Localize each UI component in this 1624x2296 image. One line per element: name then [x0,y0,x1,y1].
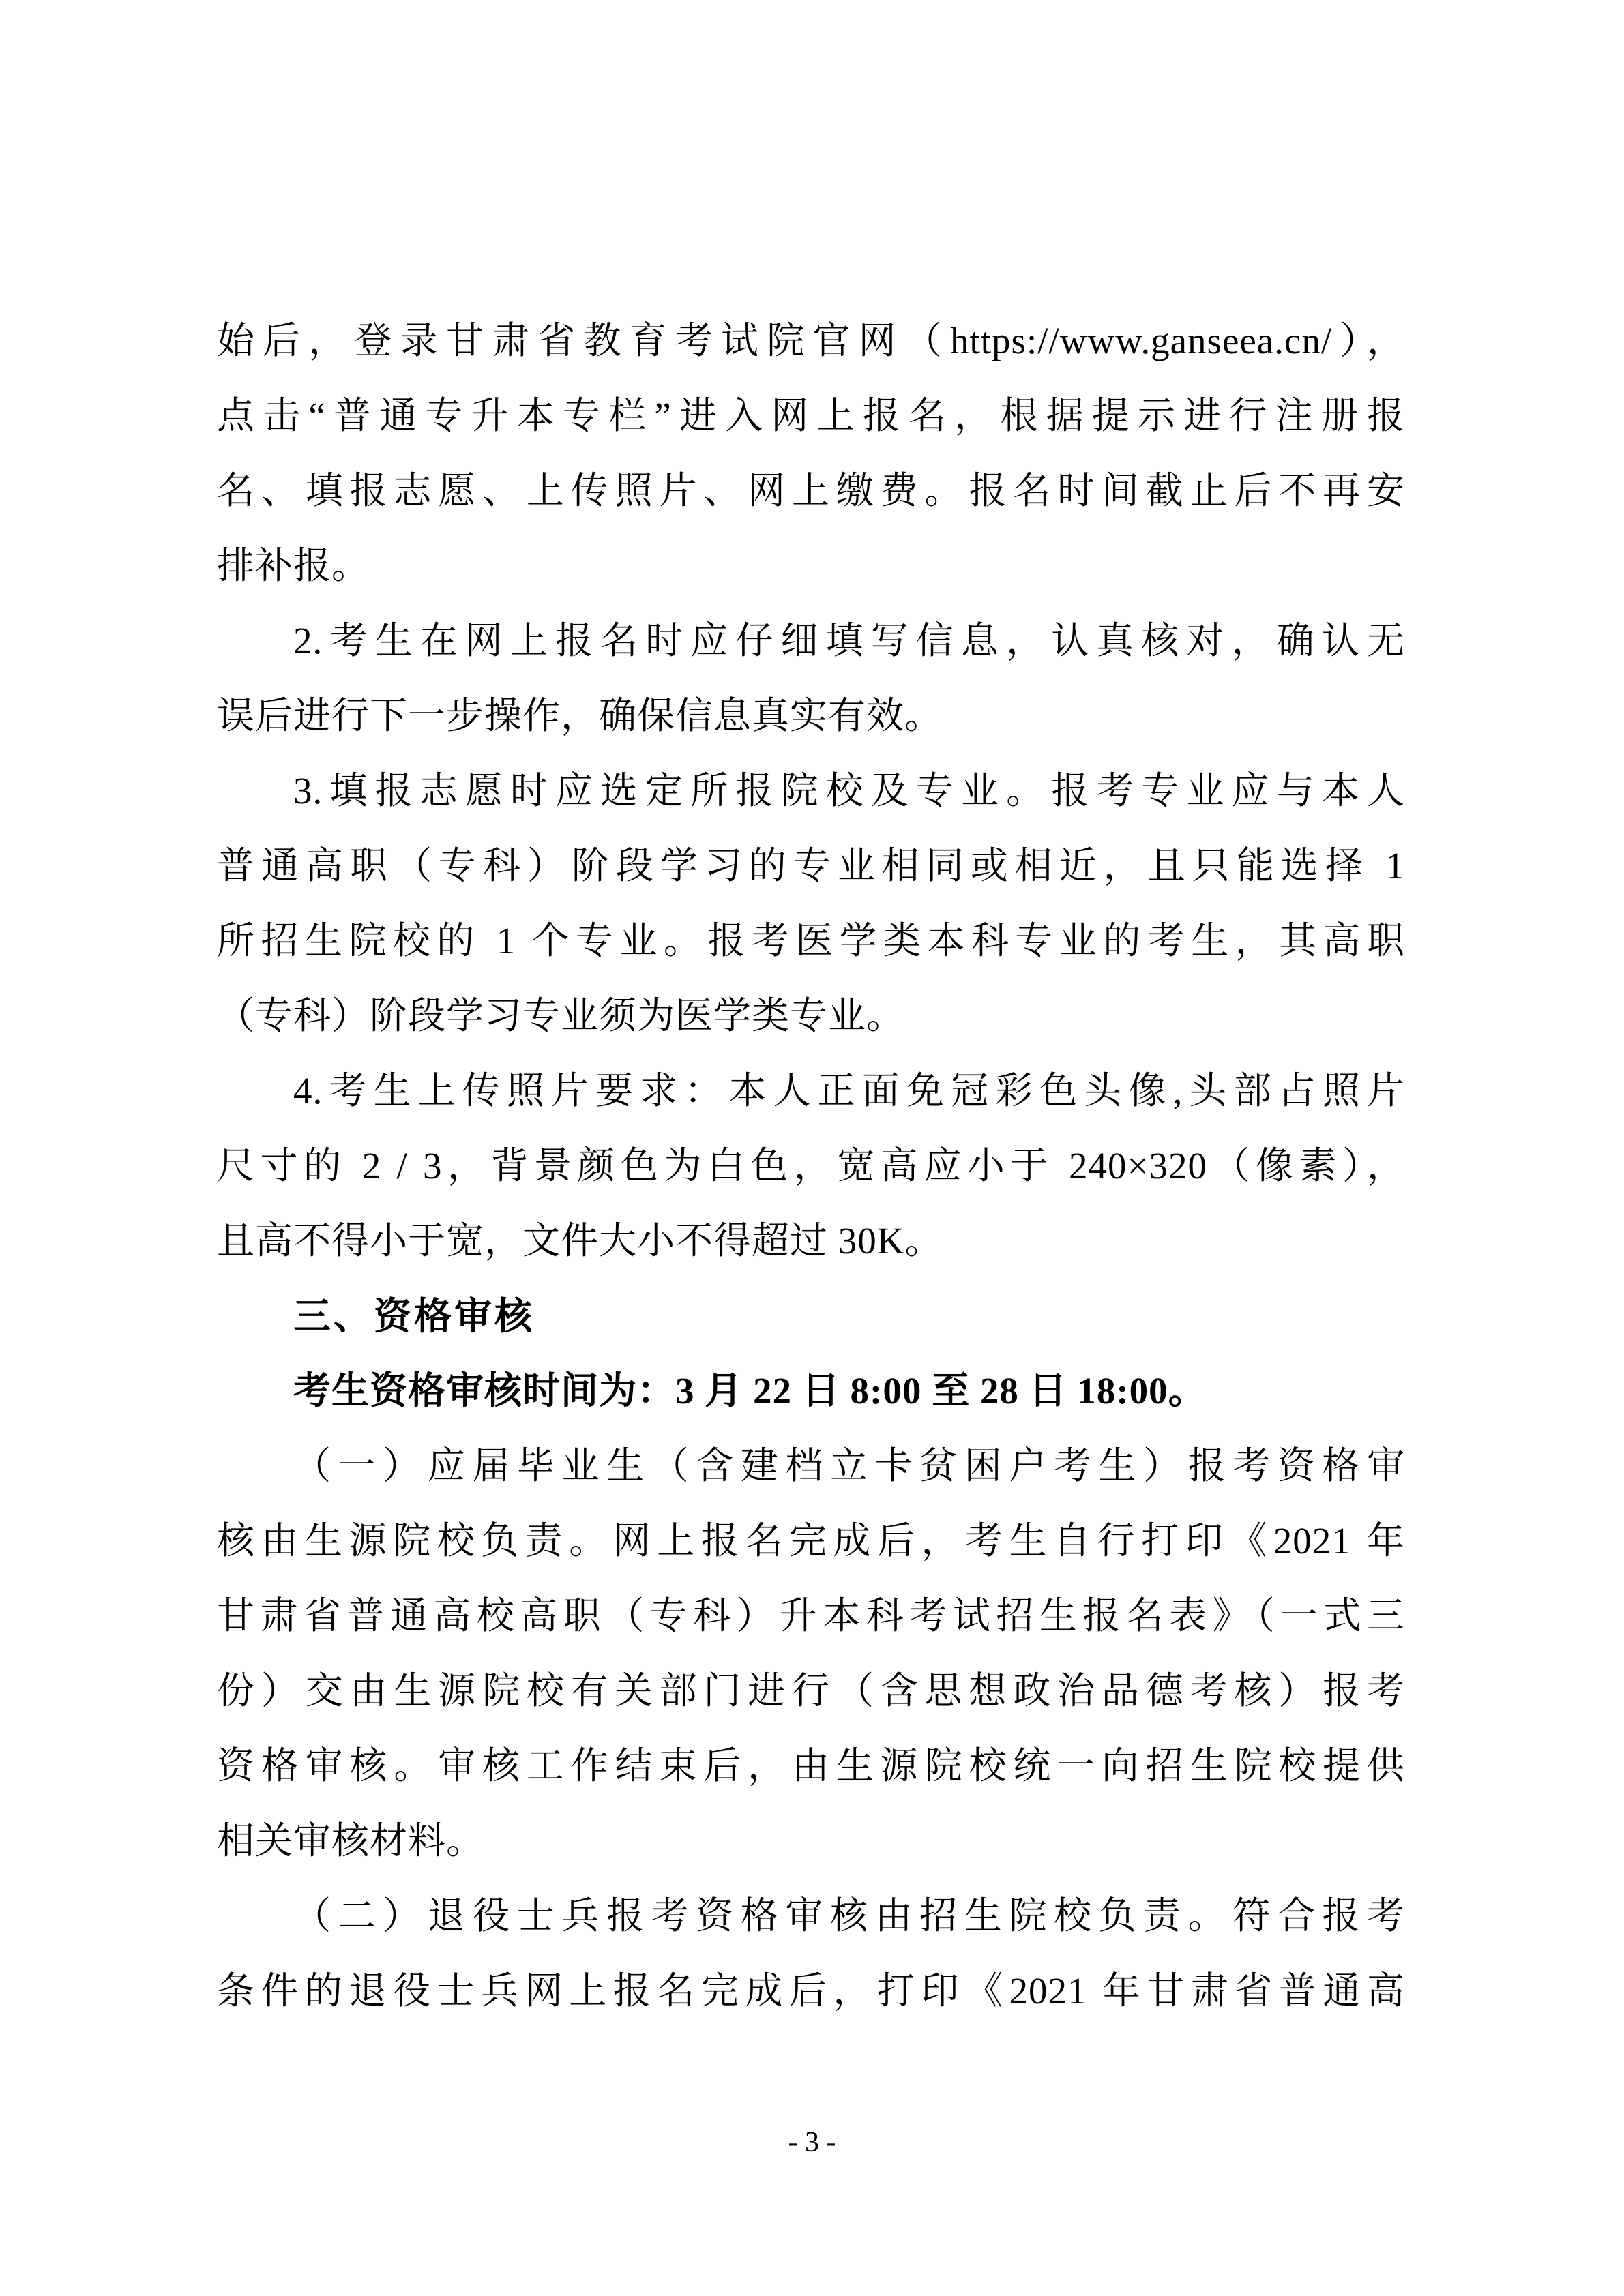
text-line: （一）应届毕业生（含建档立卡贫困户考生）报考资格审 [293,1445,1405,1487]
text-line: 3.填报志愿时应选定所报院校及专业。报考专业应与本人 [293,770,1405,811]
text-line: 2.考生在网上报名时应仔细填写信息，认真核对，确认无 [293,620,1405,661]
text-line: 甘肃省普通高校高职（专科）升本科考试招生报名表》（一式三 [217,1595,1405,1637]
text-line: 份）交由生源院校有关部门进行（含思想政治品德考核）报考 [217,1670,1405,1712]
text-line: 4.考生上传照片要求：本人正面免冠彩色头像,头部占照片 [293,1070,1405,1112]
text-line: 点击“普通专升本专栏”进入网上报名，根据提示进行注册报 [217,395,1405,436]
page-number: - 3 - [788,2127,836,2158]
text-line: 所招生院校的 1 个专业。报考医学类本科专业的考生，其高职 [217,920,1405,961]
text-line: （专科）阶段学习专业须为医学类专业。 [217,995,905,1037]
text-line: 且高不得小于宽，文件大小不得超过 30K。 [217,1220,943,1262]
text-line: 始后，登录甘肃省教育考试院官网（https://www.ganseea.cn/）， [217,320,1405,361]
text-line: （二）退役士兵报考资格审核由招生院校负责。符合报考 [293,1895,1405,1937]
text-line: 考生资格审核时间为：3 月 22 日 8:00 至 28 日 18:00。 [293,1370,1207,1412]
text-line: 误后进行下一步操作，确保信息真实有效。 [217,695,943,736]
document-body [217,303,1405,2029]
text-line: 条件的退役士兵网上报名完成后，打印《2021 年甘肃省普通高 [217,1970,1405,2012]
text-line: 资格审核。审核工作结束后，由生源院校统一向招生院校提供 [217,1745,1405,1787]
text-line: 相关审核材料。 [217,1820,485,1862]
text-line: 普通高职（专科）阶段学习的专业相同或相近，且只能选择 1 [217,845,1405,886]
text-line: 排补报。 [217,545,370,586]
section-heading: 三、资格审核 [293,1295,535,1337]
text-line: 核由生源院校负责。网上报名完成后，考生自行打印《2021 年 [217,1520,1405,1562]
text-line: 名、填报志愿、上传照片、网上缴费。报名时间截止后不再安 [217,470,1405,511]
text-line: 尺寸的 2 / 3，背景颜色为白色，宽高应小于 240×320（像素）， [217,1145,1405,1187]
